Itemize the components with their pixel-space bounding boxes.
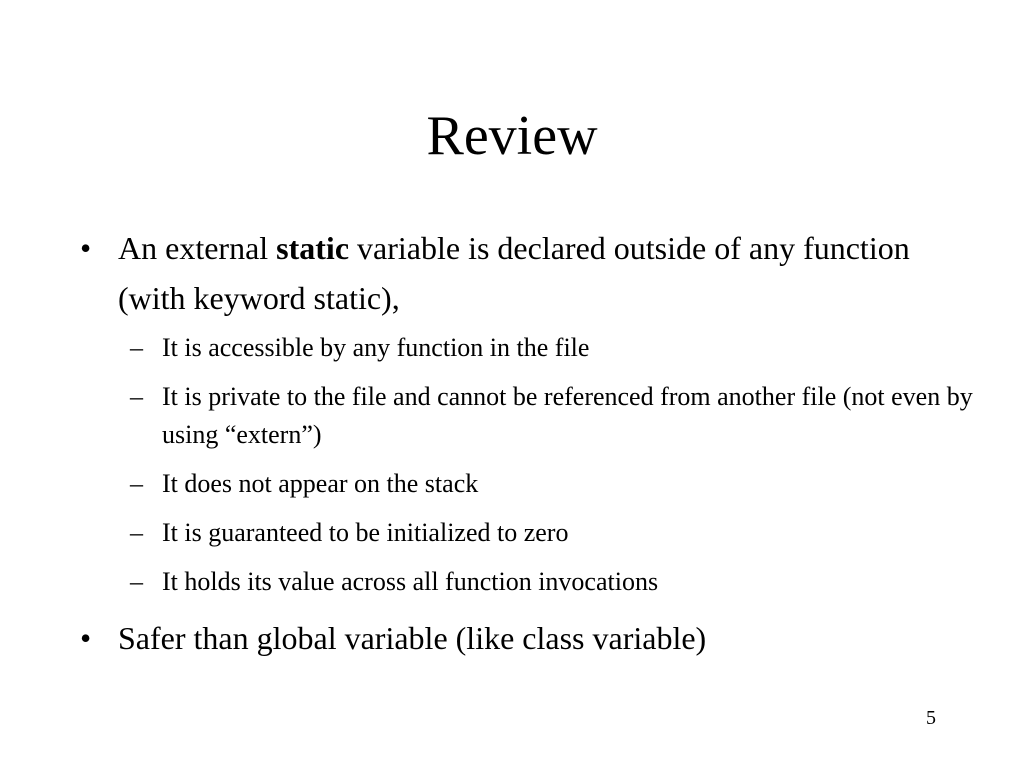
page-number: 5 (926, 707, 936, 729)
sub-bullet-item (80, 465, 980, 503)
bullet-text-before: An external (118, 230, 277, 266)
dash-marker: – (130, 469, 143, 498)
sub-bullet-item (80, 378, 980, 454)
sub-bullet-text: It is accessible by any function in the file (162, 333, 590, 362)
sub-bullet-text: It is private to the file and cannot be referenced from another file (not even by using “extern”) (162, 382, 973, 449)
bullet-text-after: variable is declared outside of any function (with keyword static), (118, 230, 910, 316)
sub-bullet-text: It does not appear on the stack (162, 469, 479, 498)
bullet-item-safer (80, 613, 980, 663)
sub-bullet-item (80, 563, 980, 601)
bullet-text: Safer than global variable (like class variable) (118, 620, 707, 656)
slide-content (80, 223, 980, 663)
sub-bullet-text: It is guaranteed to be initialized to zero (162, 518, 569, 547)
sub-bullet-item (80, 514, 980, 552)
bullet-marker: • (80, 620, 92, 656)
dash-marker: – (130, 518, 143, 547)
sub-bullet-list (80, 329, 980, 601)
dash-marker: – (130, 382, 143, 411)
bullet-item-external-static (80, 223, 980, 323)
sub-bullet-item (80, 329, 980, 367)
slide-title: Review (426, 105, 598, 167)
bullet-bold-keyword: static (276, 230, 350, 266)
sub-bullet-text: It holds its value across all function invocations (162, 567, 659, 596)
dash-marker: – (130, 333, 143, 362)
bullet-marker: • (80, 230, 92, 266)
dash-marker: – (130, 567, 143, 596)
